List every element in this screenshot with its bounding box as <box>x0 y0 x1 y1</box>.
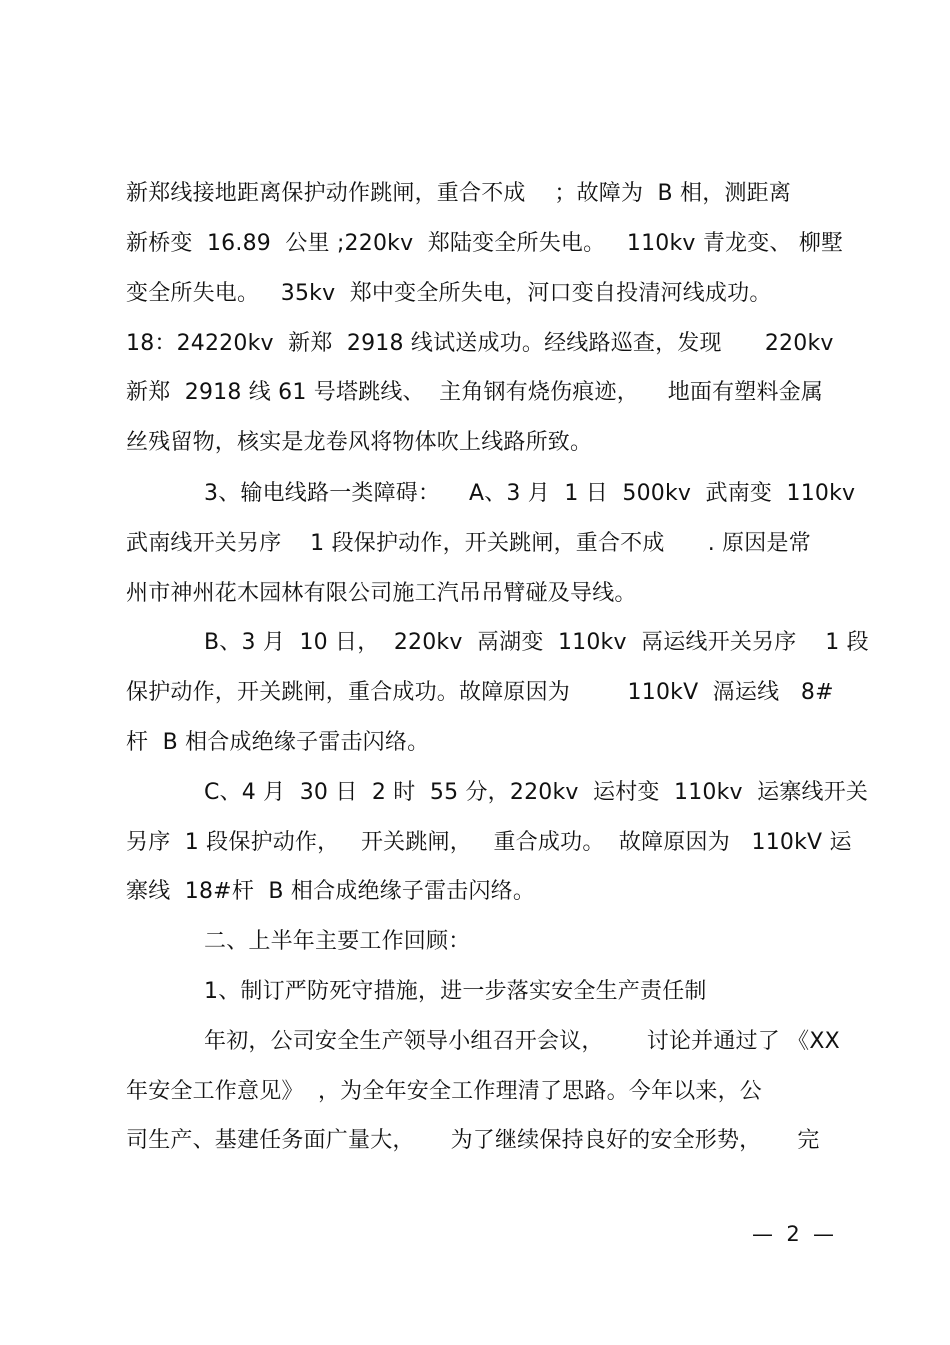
page-number: — 2 — <box>752 1222 835 1246</box>
text-line-8: 武南线开关另序 1 段保护动作，开关跳闸，重合不成 . 原因是常 <box>126 531 811 556</box>
text-line-2: 新桥变 16.89 公里 ;220kv 郑陆变全所失电。 110kv 青龙变、 柳墅 <box>126 231 844 256</box>
text-line-7: 3、输电线路一类障碍： A、3 月 1 日 500kv 武南变 110kv <box>204 481 856 506</box>
text-line-20: 司生产、基建任务面广量大， 为了继续保持良好的安全形势， 完 <box>126 1128 820 1153</box>
text-line-12: 杆 B 相合成绝缘子雷击闪络。 <box>126 730 430 755</box>
text-line-18: 年初，公司安全生产领导小组召开会议， 讨论并通过了 《XX <box>204 1029 840 1054</box>
text-line-5: 新郑 2918 线 61 号塔跳线、 主角钢有烧伤痕迹， 地面有塑料金属 <box>126 380 824 405</box>
section-heading: 二、上半年主要工作回顾： <box>204 929 471 954</box>
text-line-14: 另序 1 段保护动作， 开关跳闸， 重合成功。 故障原因为 110kV 运 <box>126 830 852 855</box>
text-line-15: 寨线 18#杆 B 相合成绝缘子雷击闪络。 <box>126 879 536 904</box>
text-line-19: 年安全工作意见》 ，为全年安全工作理清了思路。今年以来，公 <box>126 1079 762 1104</box>
text-line-3: 变全所失电。 35kv 郑中变全所失电，河口变自投清河线成功。 <box>126 281 772 306</box>
subsection-heading: 1、制订严防死守措施，进一步落实安全生产责任制 <box>204 979 707 1004</box>
text-line-11: 保护动作，开关跳闸，重合成功。故障原因为 110kV 滆运线 8# <box>126 680 834 705</box>
text-line-1: 新郑线接地距离保护动作跳闸，重合不成 ；故障为 B 相，测距离 <box>126 181 792 206</box>
text-line-10: B、3 月 10 日， 220kv 鬲湖变 110kv 鬲运线开关另序 1 段 <box>204 630 869 655</box>
text-line-9: 州市神州花木园林有限公司施工汽吊吊臂碰及导线。 <box>126 581 637 606</box>
text-line-4: 18：24220kv 新郑 2918 线试送成功。经线路巡查，发现 220kv <box>126 331 834 356</box>
text-line-13: C、4 月 30 日 2 时 55 分，220kv 运村变 110kv 运寨线开关 <box>204 780 869 805</box>
text-line-6: 丝残留物，核实是龙卷风将物体吹上线路所致。 <box>126 430 593 455</box>
